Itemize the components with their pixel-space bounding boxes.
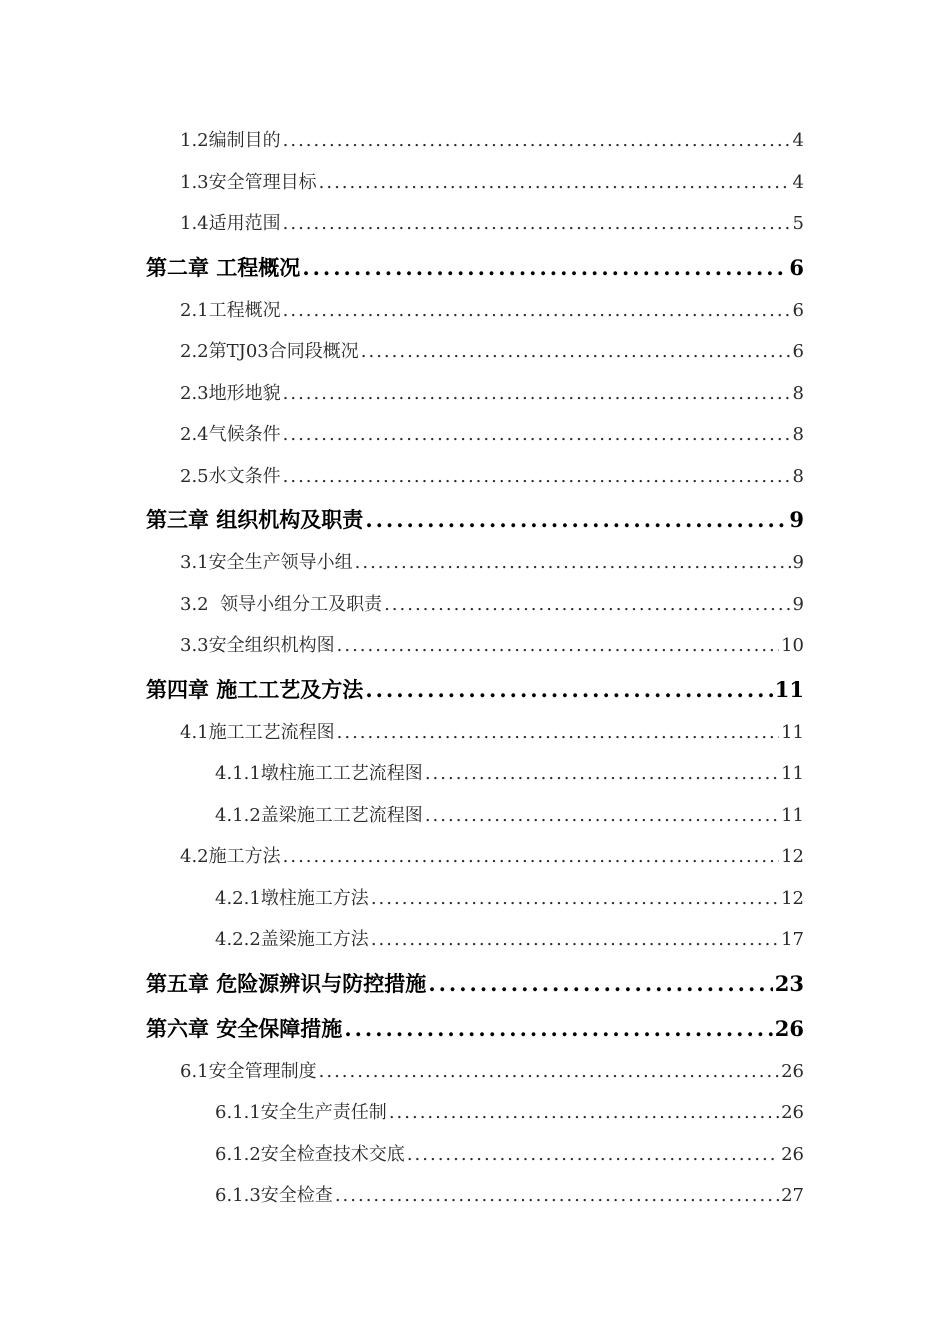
toc-chapter-page: 23 [774, 970, 804, 996]
toc-subentry[interactable] [0, 1175, 950, 1217]
toc-subentry-label: 4.2.1墩柱施工方法 [215, 887, 369, 909]
toc-entry[interactable] [0, 625, 950, 667]
toc-entry-page: 8 [792, 465, 804, 487]
dot-leader [283, 836, 779, 878]
toc-subentry-page: 11 [781, 804, 804, 826]
toc-entry-page: 6 [792, 341, 804, 362]
toc-entry-page: 26 [781, 1060, 804, 1082]
dot-leader [283, 414, 791, 456]
toc-chapter-page: 9 [789, 507, 804, 532]
dot-leader [319, 1051, 779, 1093]
dot-leader [365, 667, 772, 712]
toc-subentry-label: 6.1.3安全检查 [215, 1185, 333, 1206]
toc-entry-page: 4 [792, 130, 804, 151]
table-of-contents [0, 120, 950, 1217]
toc-subentry-page: 11 [781, 763, 804, 784]
toc-subentry-page: 17 [781, 929, 804, 950]
toc-subentry[interactable] [0, 753, 950, 795]
toc-entry[interactable] [0, 373, 950, 415]
toc-entry-label: 1.3安全管理目标 [180, 171, 317, 193]
toc-entry-label: 4.2施工方法 [180, 846, 281, 867]
toc-entry-label: 2.2第TJ03合同段概况 [180, 341, 359, 362]
toc-chapter-label: 第三章 组织机构及职责 [146, 507, 364, 532]
toc-entry[interactable] [0, 162, 950, 204]
dot-leader [344, 1006, 772, 1051]
toc-subentry[interactable] [0, 878, 950, 920]
toc-chapter-label: 第四章 施工工艺及方法 [146, 676, 364, 702]
toc-entry[interactable] [0, 456, 950, 498]
toc-subentry[interactable] [0, 1092, 950, 1134]
toc-chapter[interactable] [0, 1006, 950, 1051]
toc-entry-label: 3.3安全组织机构图 [180, 635, 335, 656]
toc-entry-page: 11 [781, 721, 804, 743]
toc-entry-label: 1.4适用范围 [180, 213, 281, 234]
dot-leader [384, 584, 790, 626]
toc-entry-page: 10 [781, 635, 804, 656]
toc-entry-page: 6 [792, 299, 804, 321]
toc-entry-label: 2.4气候条件 [180, 424, 281, 445]
toc-subentry-label: 4.1.1墩柱施工工艺流程图 [215, 763, 423, 784]
toc-chapter-label: 第六章 安全保障措施 [146, 1015, 343, 1041]
toc-entry-page: 9 [792, 552, 804, 573]
toc-entry-page: 9 [792, 593, 804, 615]
toc-entry[interactable] [0, 836, 950, 878]
dot-leader [337, 625, 779, 667]
dot-leader [283, 456, 791, 498]
dot-leader [283, 120, 791, 162]
dot-leader [283, 203, 791, 245]
toc-subentry[interactable] [0, 795, 950, 837]
toc-chapter-page: 11 [774, 676, 804, 702]
toc-entry-page: 8 [792, 424, 804, 445]
toc-entry-label: 6.1安全管理制度 [180, 1060, 317, 1082]
toc-entry-label: 3.2 领导小组分工及职责 [180, 593, 383, 615]
toc-chapter[interactable] [0, 667, 950, 712]
toc-subentry[interactable] [0, 1134, 950, 1176]
toc-subentry-label: 6.1.1安全生产责任制 [215, 1102, 387, 1123]
toc-subentry-page: 12 [781, 887, 804, 909]
toc-entry-label: 2.3地形地貌 [180, 382, 281, 404]
toc-entry-page: 5 [792, 213, 804, 234]
toc-chapter[interactable] [0, 961, 950, 1006]
dot-leader [407, 1134, 779, 1176]
dot-leader [283, 290, 791, 332]
dot-leader [371, 878, 779, 920]
dot-leader [361, 331, 791, 373]
toc-entry[interactable] [0, 120, 950, 162]
dot-leader [371, 919, 779, 961]
toc-entry[interactable] [0, 290, 950, 332]
toc-chapter[interactable] [0, 245, 950, 290]
toc-chapter-label: 第二章 工程概况 [146, 254, 301, 280]
dot-leader [389, 1092, 779, 1134]
toc-subentry[interactable] [0, 919, 950, 961]
toc-entry[interactable] [0, 1051, 950, 1093]
toc-subentry-label: 6.1.2安全检查技术交底 [215, 1143, 405, 1165]
toc-entry-label: 3.1安全生产领导小组 [180, 552, 353, 573]
toc-entry[interactable] [0, 584, 950, 626]
dot-leader [337, 712, 779, 754]
dot-leader [425, 753, 779, 795]
dot-leader [335, 1175, 779, 1217]
toc-entry[interactable] [0, 414, 950, 456]
toc-subentry-page: 26 [781, 1143, 804, 1165]
toc-entry-label: 2.1工程概况 [180, 299, 281, 321]
toc-entry[interactable] [0, 542, 950, 584]
toc-entry[interactable] [0, 203, 950, 245]
toc-chapter-page: 26 [774, 1015, 804, 1041]
toc-chapter-page: 6 [789, 254, 804, 280]
dot-leader [425, 795, 779, 837]
dot-leader [302, 245, 787, 290]
toc-entry-page: 8 [792, 382, 804, 404]
toc-subentry-page: 26 [781, 1102, 804, 1123]
toc-subentry-label: 4.2.2盖梁施工方法 [215, 929, 369, 950]
toc-entry-page: 4 [792, 171, 804, 193]
dot-leader [355, 542, 791, 584]
dot-leader [428, 961, 772, 1006]
toc-chapter[interactable] [0, 497, 950, 542]
toc-entry[interactable] [0, 331, 950, 373]
toc-chapter-label: 第五章 危险源辨识与防控措施 [146, 970, 427, 996]
dot-leader [283, 373, 791, 415]
toc-subentry-page: 27 [781, 1185, 804, 1206]
toc-entry[interactable] [0, 712, 950, 754]
toc-entry-label: 2.5水文条件 [180, 465, 281, 487]
dot-leader [319, 162, 791, 204]
dot-leader [365, 497, 787, 542]
toc-entry-label: 1.2编制目的 [180, 130, 281, 151]
toc-subentry-label: 4.1.2盖梁施工工艺流程图 [215, 804, 423, 826]
toc-entry-label: 4.1施工工艺流程图 [180, 721, 335, 743]
toc-entry-page: 12 [781, 846, 804, 867]
